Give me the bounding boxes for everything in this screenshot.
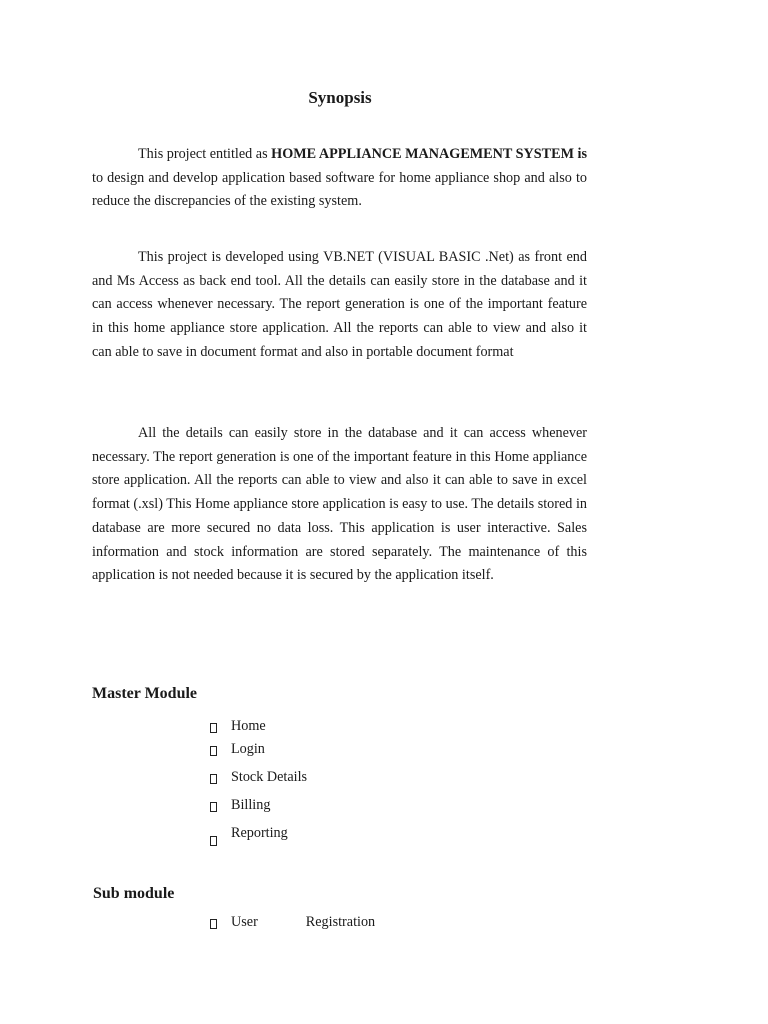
bullet-box-icon — [210, 723, 217, 733]
master-module-item-label: Login — [231, 741, 265, 757]
master-module-item — [210, 824, 288, 846]
master-module-item — [210, 796, 270, 814]
bullet-box-icon — [210, 836, 217, 846]
sub-module-item — [210, 913, 375, 931]
master-module-item-label: Billing — [231, 797, 271, 813]
master-module-item — [210, 768, 307, 786]
bullet-box-icon — [210, 746, 217, 756]
bullet-box-icon — [210, 802, 217, 812]
master-module-item-label: Home — [231, 718, 266, 734]
synopsis-paragraph-3: All the details can easily store in the database and it can access whenever necessary. The report generation is one of the important feature in this Home appliance store application. All the reports can able to view and also it can able to save in excel format (.xsl) This Home appliance store application is easy to use. The details stored in database are more secured no data loss. This application is user interactive. Sales information and stock information are stored separately. The maintenance of this application is not needed because it is secured by the application itself. — [92, 425, 587, 584]
synopsis-paragraph-1 — [92, 143, 587, 214]
sub-module-item-col1: User — [231, 914, 258, 930]
master-module-item-label: Stock Details — [231, 769, 308, 785]
para1-lead: This project entitled as — [138, 146, 272, 162]
sub-module-item-col2: Registration — [305, 914, 376, 930]
master-module-item — [210, 717, 266, 735]
page-title: Synopsis — [308, 88, 372, 107]
para1-rest: to design and develop application based software for home appliance shop and also to reduce the discrepancies of the existing system. — [92, 169, 587, 210]
bullet-box-icon — [210, 919, 217, 929]
bullet-box-icon — [210, 774, 217, 784]
master-module-item — [210, 740, 265, 758]
sub-module-heading: Sub module — [93, 885, 175, 902]
master-module-heading: Master Module — [92, 685, 198, 702]
master-module-item-label: Reporting — [231, 825, 288, 841]
para1-bold-project-name: HOME APPLIANCE MANAGEMENT SYSTEM is — [271, 146, 588, 162]
synopsis-paragraph-2: This project is developed using VB.NET (VISUAL BASIC .Net) as front end and Ms Access as back end tool. All the details can easily store in the database and it can access whenever necessary. The report generation is one of the important feature in this home appliance store application. All the reports can able to view and also it can able to save in document format and also in portable document format — [92, 249, 587, 360]
